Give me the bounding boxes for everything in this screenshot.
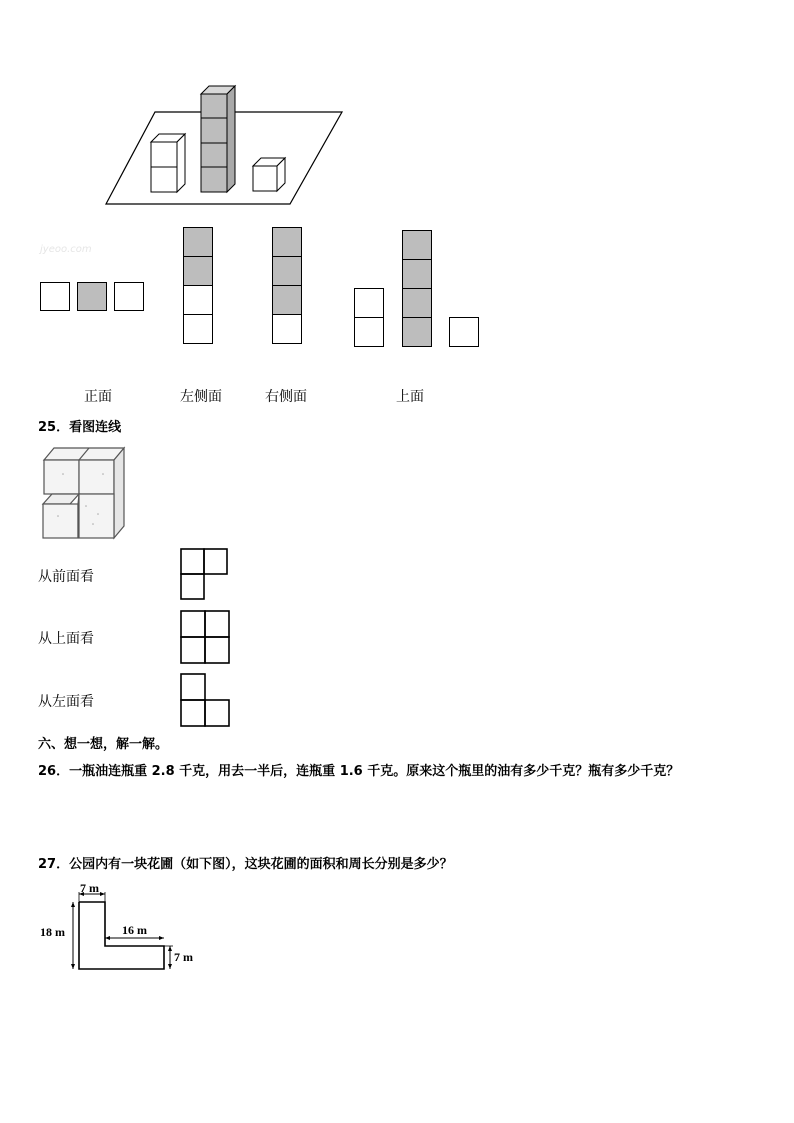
section-6-title: 六、想一想，解一解。	[38, 737, 169, 752]
cube-solid-figure	[38, 444, 134, 540]
left-view-cell	[183, 256, 213, 286]
top-view-cell	[402, 259, 432, 289]
top-view-cell	[402, 317, 432, 347]
right-side-view-figure	[272, 227, 303, 345]
shape-answer-c[interactable]	[180, 673, 232, 729]
dim-top-7m: 7 m	[80, 881, 99, 895]
dim-left-18m: 18 m	[40, 925, 65, 939]
view-option-front: 从前面看	[38, 569, 94, 585]
left-view-cell	[183, 285, 213, 315]
right-view-cell	[272, 285, 302, 315]
shape-answer-a[interactable]	[180, 548, 230, 602]
dim-right-7m: 7 m	[174, 950, 193, 964]
dim-inner-16m: 16 m	[122, 923, 147, 937]
top-view-figure	[354, 229, 480, 349]
front-view-figure	[40, 282, 146, 312]
single-cube	[253, 158, 285, 191]
front-view-cell	[114, 282, 144, 311]
question-26-text: 26．一瓶油连瓶重 2.8 千克，用去一半后，连瓶重 1.6 千克。原来这个瓶里的油有多少千克？瓶有多少千克？	[38, 764, 680, 779]
view-label-top: 上面	[396, 389, 424, 405]
right-view-cell	[272, 256, 302, 286]
top-view-cell	[354, 317, 384, 347]
block-scene-figure	[100, 80, 350, 210]
right-view-cell	[272, 227, 302, 257]
view-label-left: 左侧面	[180, 389, 222, 405]
left-view-cell	[183, 227, 213, 257]
right-view-cell	[272, 314, 302, 344]
front-view-cell	[77, 282, 107, 311]
watermark: jyeoo.com	[40, 244, 92, 255]
top-view-cell	[449, 317, 479, 347]
shape-answer-b[interactable]	[180, 610, 232, 666]
view-option-top: 从上面看	[38, 631, 94, 647]
left-view-cell	[183, 314, 213, 344]
view-option-left: 从左面看	[38, 694, 94, 710]
question-25-title: 25．看图连线	[38, 420, 122, 435]
tall-cube-stack	[201, 86, 235, 192]
left-cube-stack	[151, 134, 185, 192]
left-side-view-figure	[183, 227, 214, 345]
top-view-cell	[354, 288, 384, 318]
front-view-cell	[40, 282, 70, 311]
question-27-text: 27．公园内有一块花圃（如下图），这块花圃的面积和周长分别是多少？	[38, 857, 453, 872]
top-view-cell	[402, 230, 432, 260]
top-view-cell	[402, 288, 432, 318]
view-label-front: 正面	[84, 389, 112, 405]
view-label-right: 右侧面	[265, 389, 307, 405]
